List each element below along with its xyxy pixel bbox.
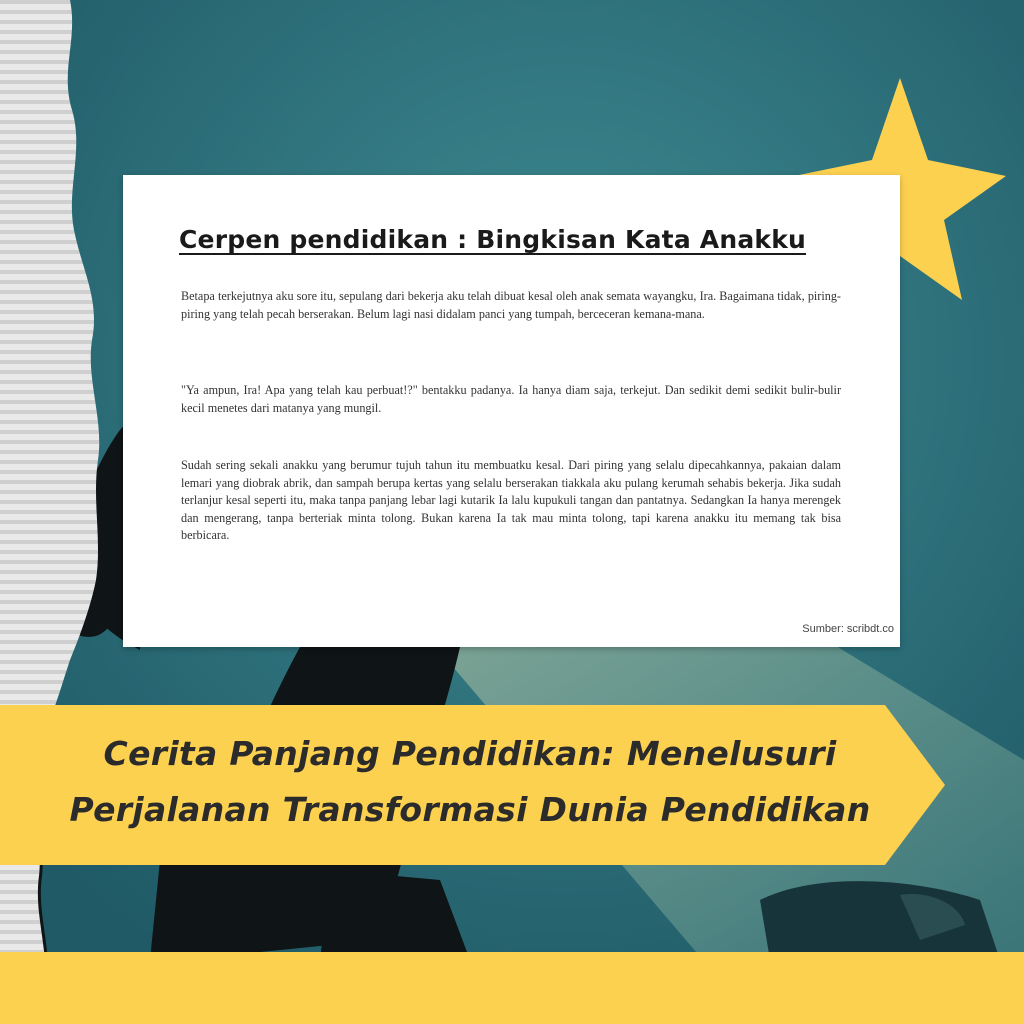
banner-heading-line-2: Perjalanan Transformasi Dunia Pendidikan <box>69 790 871 829</box>
banner-heading <box>0 726 940 838</box>
story-excerpt-card <box>123 175 900 647</box>
story-paragraph-3: Sudah sering sekali anakku yang berumur tujuh tahun itu membuatku kesal. Dari piring yang selalu dipecahkannya, pakaian dalam lemari yang diobrak abrik, dan sampah berupa kertas yang selalu berserakan tiakkala aku pulang kerumah sehabis bekerja. Jika sudah terlanjur kesal seperti itu, maka tanpa panjang lebar lagi kutarik Ia lalu kupukuli tangan dan pantatnya. Sedangkan Ia hanya merengek dan mengerang, tanpa berteriak minta tolong. Bukan karena Ia tak mau minta tolong, tapi karena anakku itu memang tak bisa berbicara. <box>181 458 841 542</box>
source-credit: Sumber: scribdt.co <box>802 623 894 635</box>
bottom-yellow-band <box>0 952 1024 1024</box>
story-title: Cerpen pendidikan : Bingkisan Kata Anakku <box>179 225 807 254</box>
banner-heading-line-1: Cerita Panjang Pendidikan: Menelusuri <box>103 734 837 773</box>
story-paragraph-2: "Ya ampun, Ira! Apa yang telah kau perbuat!?" bentakku padanya. Ia hanya diam saja, terkejut. Dan sedikit demi sedikit bulir-bulir kecil menetes dari matanya yang mungil. <box>181 383 841 415</box>
story-paragraph-1: Betapa terkejutnya aku sore itu, sepulang dari bekerja aku telah dibuat kesal oleh anak semata wayangku, Ira. Bagaimana tidak, piring-piring yang telah pecah berserakan. Belum lagi nasi didalam panci yang tumpah, berceceran kemana-mana. <box>181 289 841 321</box>
